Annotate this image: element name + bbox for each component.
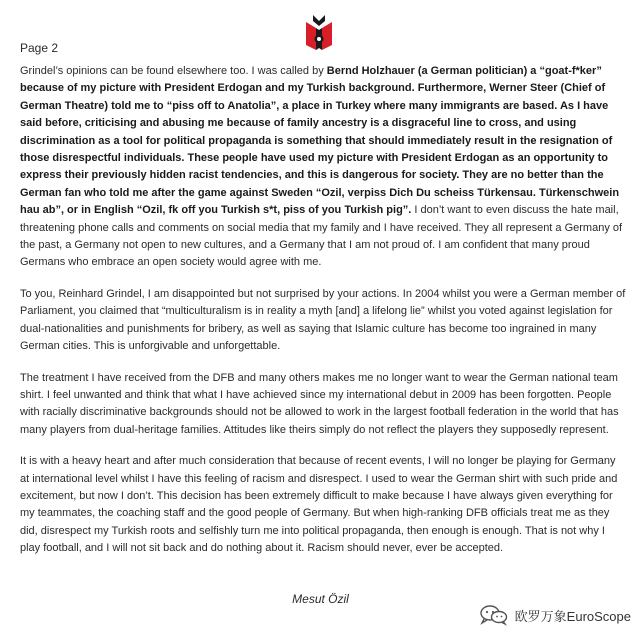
paragraph (20, 63, 626, 272)
wechat-icon (479, 604, 509, 626)
watermark-text: 欧罗万象EuroScope (514, 608, 631, 624)
paragraph-text: It is with a heavy heart and after much consideration that because of recent events, I will no longer be playing for Germany at international level whilst I have this feeling of racism and disrespect. I used to wear the German shirt with such pride and excitement, but now I don’t. This decision has been extremely difficult to make because I have always given everything for my teammates, the coaching staff and the good people of Germany. But when high-ranking DFB officials treat me as they did, disrespect my Turkish roots and selfishly turn me into political propaganda, then enough is enough. That is not why I play football, and I will not sit back and do nothing about it. Racism should never, ever be accepted. (20, 455, 618, 555)
page-label: Page 2 (20, 41, 59, 55)
paragraph (20, 370, 626, 440)
paragraph (20, 453, 626, 557)
paragraph-text: Grindel’s opinions can be found elsewhere too. I was called by (20, 65, 327, 77)
paragraph-text: The treatment I have received from the DFB and many others makes me no longer want to wear the German national team shirt. I feel unwanted and think that what I have achieved since my international debut in 2009 has been forgotten. People with racially discriminative backgrounds should not be allowed to work in the largest football federation in the world that has many players from dual-heritage families. Attitudes like theirs simply do not reflect the players they supposedly represent. (20, 371, 619, 436)
paragraph-bold-text: Bernd Holzhauer (a German politician) a “goat-f*ker” because of my picture with President Erdogan and my Turkish background. Furthermore, Werner Steer (Chief of German Theatre) told me to “piss off to Anatolia”, a place in Turkey where many immigrants are based. As I have said before, criticising and abusing me because of family ancestry is a disgraceful line to cross, and using discrimination as a tool for political propaganda is something that should immediately result in the resignation of those disrespectful individuals. These people have used my picture with President Erdogan as an opportunity to express their previously hidden racist tendencies, and this is dangerous for society. They are no better than the German fan who told me after the game against Sweden “Ozil, verpiss Dich Du scheiss Türkensau. Türkenschwein hau ab”, or in English “Ozil, fk off you Turkish s*t, piss of you Turkish pig”. (20, 65, 620, 217)
paragraph-text: To you, Reinhard Grindel, I am disappointed but not surprised by your actions. In 2004 whilst you were a German member of Parliament, you claimed that “multiculturalism is in reality a myth [and] a lifelong lie” whilst you voted against legislation for dual-nationalities and punishments for bribery, as well as saying that Islamic culture has become too ingrained in many German cities. This is unforgivable and unforgettable. (20, 287, 626, 353)
paragraph (20, 286, 626, 356)
paragraph-text: I don’t want to even discuss the hate mail, threatening phone calls and comments on social media that my family and I have received. They all represent a Germany of the past, a Germany not open to new cultures, and a Germany that I am not proud of. I am confident that many proud Germans who embrace an open society would agree with me. (20, 204, 623, 269)
signature: Mesut Özil (292, 592, 349, 606)
watermark (479, 604, 631, 626)
letter-body (20, 63, 626, 572)
mo-logo-icon (304, 12, 334, 52)
